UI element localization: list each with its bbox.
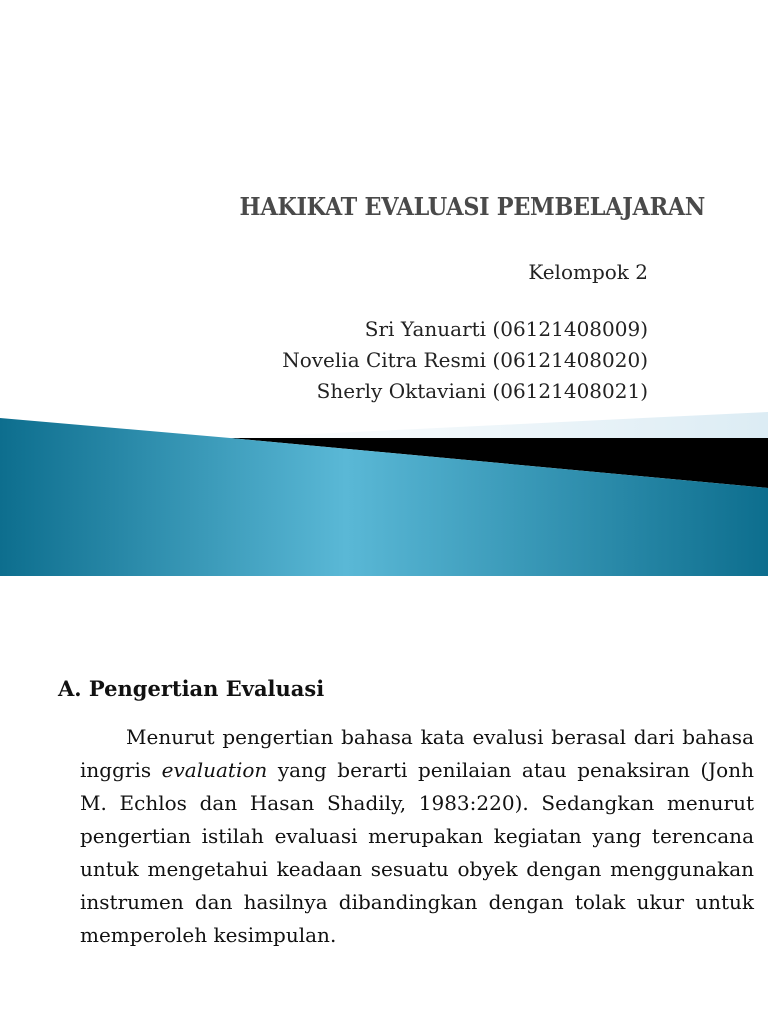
paragraph-text: yang berarti penilaian atau penaksiran (Jonh M. Echlos dan Hasan Shadily, 1983:220). Sedangkan menurut pengertian istilah evaluasi merupakan kegiatan yang terencana untuk mengetahui keadaan sesuatu obyek dengan menggunakan instrumen dan hasilnya dibandingkan dengan tolak ukur untuk memperoleh kesimpulan. [80, 758, 754, 947]
paragraph-italic-term: evaluation [161, 758, 268, 782]
paragraph-text: Menurut pengertian bahasa kata evalusi berasal dari bahasa inggris [80, 725, 754, 782]
member-name: Sri Yanuarti (06121408009) [364, 317, 648, 341]
section-heading: A. Pengertian Evaluasi [58, 676, 325, 701]
banner-pale-strip [230, 412, 768, 438]
presentation-title: HAKIKAT EVALUASI PEMBELAJARAN [239, 192, 705, 221]
group-name: Kelompok 2 [528, 260, 648, 284]
content-slide [0, 576, 768, 1024]
definition-paragraph [80, 721, 754, 952]
group-info [282, 257, 648, 407]
member-name: Sherly Oktaviani (06121408021) [316, 379, 648, 403]
member-name: Novelia Citra Resmi (06121408020) [282, 348, 648, 372]
